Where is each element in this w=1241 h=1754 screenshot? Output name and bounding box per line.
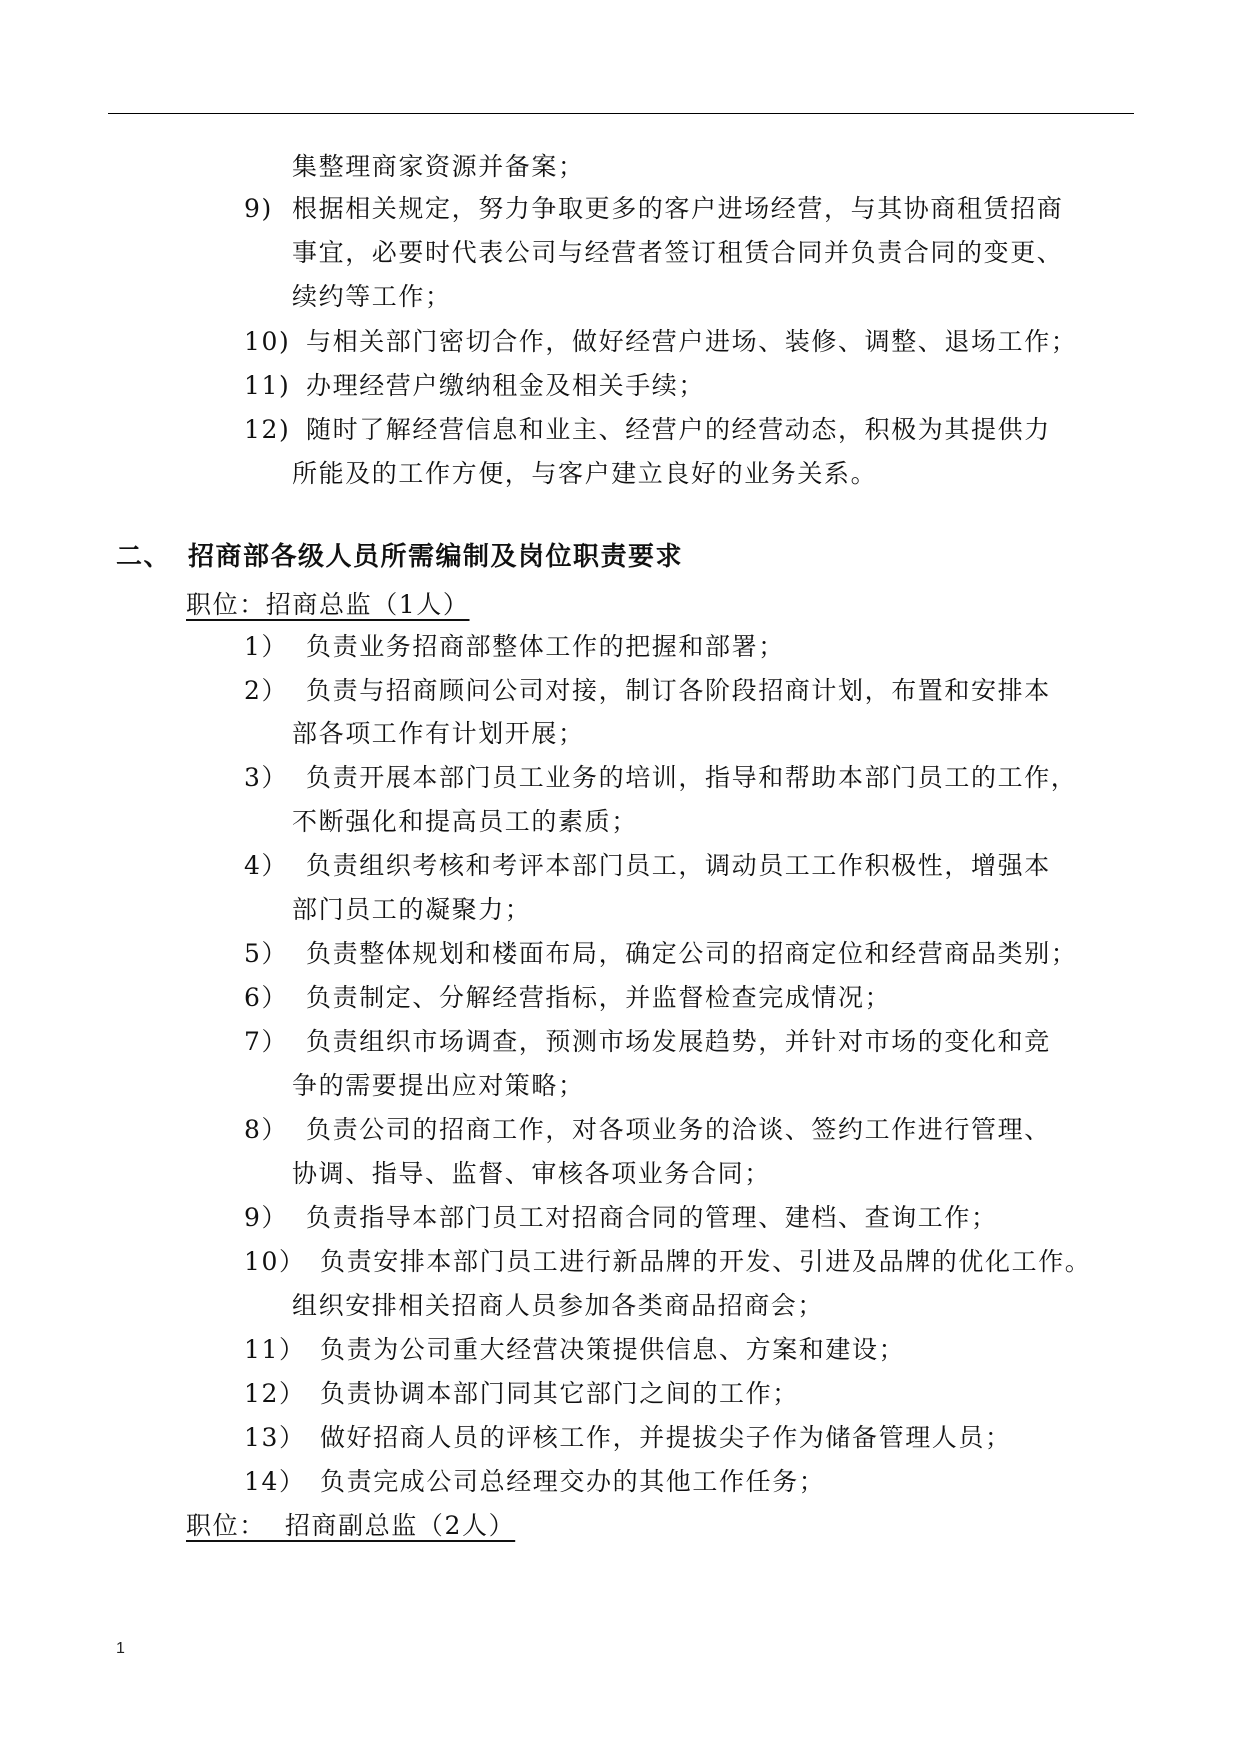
list-item-number: 1） [244,632,289,661]
list-item [244,1247,1091,1277]
list-item-text: 与相关部门密切合作，做好经营户进场、装修、调整、退场工作； [306,327,1078,356]
section-title: 招商部各级人员所需编制及岗位职责要求 [188,542,684,572]
list-item [244,1379,799,1409]
list-item-text: 负责完成公司总经理交办的其他工作任务； [320,1467,826,1496]
section-heading [116,542,683,572]
list-item-continuation-line: 争的需要提出应对策略； [292,1071,585,1100]
position-title: 职位：招商总监（1人） [186,590,470,619]
list-item-text: 负责组织考核和考评本部门员工，调动员工工作积极性，增强本 [306,851,1051,880]
list-item-text: 负责协调本部门同其它部门之间的工作； [320,1379,799,1408]
list-item-number: 11） [244,1335,306,1364]
list-item-continuation-line: 所能及的工作方便，与客户建立良好的业务关系。 [292,459,878,488]
list-item-number: 12） [244,1379,306,1408]
list-item-continuation-line: 集整理商家资源并备案； [292,152,585,181]
list-item-number: 11) [244,371,291,400]
list-item-number: 4） [244,851,289,880]
list-item [244,939,1077,969]
section-number: 二、 [116,542,172,572]
list-item [244,1115,1051,1145]
list-item [244,1335,905,1365]
list-item [244,1027,1051,1057]
list-item [244,371,705,401]
list-item-number: 12) [244,415,291,444]
list-item [244,1203,998,1233]
header-rule [108,113,1134,114]
list-item-number: 5） [244,939,289,968]
list-item-number: 9) [244,194,273,223]
list-item-continuation-line: 不断强化和提高员工的素质； [292,807,638,836]
list-item [244,1423,1012,1453]
list-item [244,1467,825,1497]
list-item-continuation-line: 事宜，必要时代表公司与经营者签订租赁合同并负责合同的变更、 [292,238,1064,267]
list-item-text: 负责整体规划和楼面布局，确定公司的招商定位和经营商品类别； [306,939,1078,968]
list-item-number: 10） [244,1247,306,1276]
list-item [244,327,1077,357]
list-item-continuation-line: 协调、指导、监督、审核各项业务合同； [292,1159,771,1188]
list-item-text: 做好招商人员的评核工作，并提拔尖子作为储备管理人员； [320,1423,1012,1452]
list-item [244,194,1063,224]
list-item [244,415,1051,445]
list-item [244,851,1051,881]
list-item-text: 负责组织市场调查，预测市场发展趋势，并针对市场的变化和竞 [306,1027,1051,1056]
list-item [244,763,1077,793]
list-item-number: 7） [244,1027,289,1056]
list-item-continuation-line: 部各项工作有计划开展； [292,719,585,748]
page-number: 1 [116,1640,125,1657]
list-item-text: 负责开展本部门员工业务的培训，指导和帮助本部门员工的工作， [306,763,1078,792]
list-item-number: 10) [244,327,291,356]
list-item-continuation-line: 续约等工作； [292,282,452,311]
list-item-text: 负责公司的招商工作，对各项业务的洽谈、签约工作进行管理、 [306,1115,1051,1144]
list-item-number: 3） [244,763,289,792]
position-title: 职位： 招商副总监（2人） [186,1511,516,1540]
list-item-continuation-line: 组织安排相关招商人员参加各类商品招商会； [292,1291,825,1320]
list-item-number: 14） [244,1467,306,1496]
list-item-text: 负责与招商顾问公司对接，制订各阶段招商计划，布置和安排本 [306,676,1051,705]
list-item-text: 负责安排本部门员工进行新品牌的开发、引进及品牌的优化工作。 [320,1247,1092,1276]
list-item-text: 负责制定、分解经营指标，并监督检查完成情况； [306,983,892,1012]
list-item-number: 8） [244,1115,289,1144]
list-item-number: 2） [244,676,289,705]
list-item-text: 负责为公司重大经营决策提供信息、方案和建设； [320,1335,906,1364]
list-item-text: 负责指导本部门员工对招商合同的管理、建档、查询工作； [306,1203,998,1232]
list-item [244,632,785,662]
list-item-number: 6） [244,983,289,1012]
list-item-text: 办理经营户缴纳租金及相关手续； [306,371,706,400]
list-item [244,676,1051,706]
list-item-number: 9） [244,1203,289,1232]
list-item-text: 根据相关规定，努力争取更多的客户进场经营，与其协商租赁招商 [292,194,1064,223]
list-item-number: 13） [244,1423,306,1452]
list-item [244,983,891,1013]
list-item-continuation-line: 部门员工的凝聚力； [292,895,532,924]
list-item-text: 负责业务招商部整体工作的把握和部署； [306,632,785,661]
list-item-text: 随时了解经营信息和业主、经营户的经营动态，积极为其提供力 [306,415,1051,444]
